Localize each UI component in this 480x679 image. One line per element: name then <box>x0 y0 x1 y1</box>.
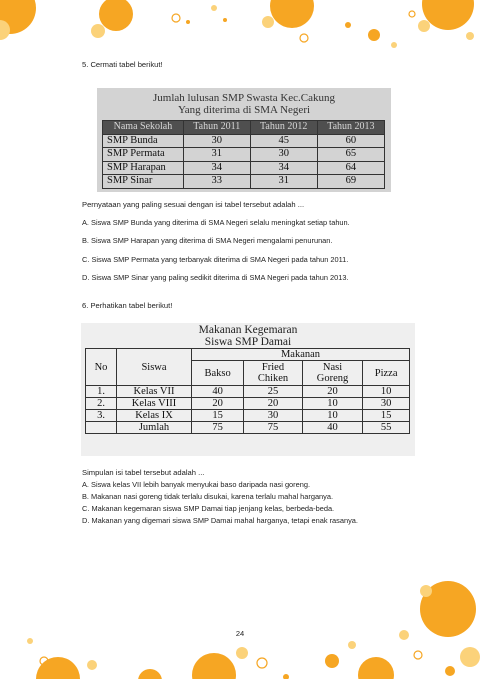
row-number: 1. <box>86 386 117 398</box>
school-name-cell: SMP Sinar <box>103 175 184 189</box>
food-header-bakso: Bakso <box>192 361 244 386</box>
total-cell: 75 <box>192 422 244 434</box>
question-6-text: Simpulan isi tabel tersebut adalah ... <box>82 468 205 477</box>
value-cell: 30 <box>244 410 303 422</box>
value-cell: 30 <box>183 134 250 148</box>
value-cell: 30 <box>250 148 317 162</box>
table-row <box>103 175 385 189</box>
table-1-header: Tahun 2012 <box>250 121 317 135</box>
value-cell: 60 <box>317 134 384 148</box>
value-cell: 10 <box>302 410 362 422</box>
value-cell: 20 <box>244 398 303 410</box>
option-b: B. Makanan nasi goreng tidak terlalu disukai, karena terlalu mahal harganya. <box>82 492 334 501</box>
table-1-caption-line-1: Jumlah lulusan SMP Swasta Kec.Cakung <box>153 92 335 104</box>
school-graduates-table <box>97 88 391 192</box>
value-cell: 45 <box>250 134 317 148</box>
total-cell: 55 <box>363 422 410 434</box>
value-cell: 33 <box>183 175 250 189</box>
value-cell: 15 <box>192 410 244 422</box>
value-cell: 10 <box>363 386 410 398</box>
table-row <box>86 398 410 410</box>
option-a: A. Siswa SMP Bunda yang diterima di SMA Negeri selalu meningkat setiap tahun. <box>82 218 350 227</box>
table-1-caption-line-2: Yang diterima di SMA Negeri <box>177 104 311 116</box>
empty-cell <box>86 422 117 434</box>
value-cell: 25 <box>244 386 303 398</box>
value-cell: 34 <box>250 161 317 175</box>
total-label: Jumlah <box>117 422 192 434</box>
row-number: 3. <box>86 410 117 422</box>
group-header-makanan: Makanan <box>192 349 410 361</box>
page-number: 24 <box>235 629 245 638</box>
value-cell: 20 <box>302 386 362 398</box>
table-1-header: Tahun 2011 <box>183 121 250 135</box>
table-row <box>86 410 410 422</box>
class-name-cell: Kelas VII <box>117 386 192 398</box>
table-row <box>103 161 385 175</box>
value-cell: 20 <box>192 398 244 410</box>
food-header-pizza: Pizza <box>363 361 410 386</box>
value-cell: 64 <box>317 161 384 175</box>
value-cell: 34 <box>183 161 250 175</box>
value-cell: 30 <box>363 398 410 410</box>
column-header-siswa: Siswa <box>117 349 192 386</box>
option-a: A. Siswa kelas VII lebih banyak menyukai baso daripada nasi goreng. <box>82 480 311 489</box>
column-header-no: No <box>86 349 117 386</box>
school-name-cell: SMP Bunda <box>103 134 184 148</box>
school-name-cell: SMP Permata <box>103 148 184 162</box>
option-c: C. Siswa SMP Permata yang terbanyak diterima di SMA Negeri pada tahun 2011. <box>82 255 349 264</box>
top-bubble-decoration <box>0 0 480 60</box>
value-cell: 31 <box>183 148 250 162</box>
food-header-fried-chiken: Fried Chiken <box>244 361 303 386</box>
total-cell: 75 <box>244 422 303 434</box>
food-header-nasi-goreng: Nasi Goreng <box>302 361 362 386</box>
total-cell: 40 <box>302 422 362 434</box>
value-cell: 31 <box>250 175 317 189</box>
table-2-caption-line-1: Makanan Kegemaran <box>198 324 298 336</box>
row-number: 2. <box>86 398 117 410</box>
question-5-prompt: 5. Cermati tabel berikut! <box>82 60 163 69</box>
class-name-cell: Kelas VIII <box>117 398 192 410</box>
value-cell: 15 <box>363 410 410 422</box>
question-5-text: Pernyataan yang paling sesuai dengan isi tabel tersebut adalah ... <box>82 200 305 209</box>
table-row <box>86 386 410 398</box>
favorite-food-table <box>81 323 415 456</box>
table-2-caption-line-2: Siswa SMP Damai <box>204 336 292 348</box>
school-name-cell: SMP Harapan <box>103 161 184 175</box>
value-cell: 10 <box>302 398 362 410</box>
table-1-header: Tahun 2013 <box>317 121 384 135</box>
option-d: D. Makanan yang digemari siswa SMP Damai mahal harganya, tetapi enak rasanya. <box>82 516 358 525</box>
table-row <box>103 134 385 148</box>
option-b: B. Siswa SMP Harapan yang diterima di SMA Negeri mengalami penurunan. <box>82 236 333 245</box>
table-row <box>103 148 385 162</box>
value-cell: 40 <box>192 386 244 398</box>
class-name-cell: Kelas IX <box>117 410 192 422</box>
total-row <box>86 422 410 434</box>
value-cell: 65 <box>317 148 384 162</box>
option-d: D. Siswa SMP Sinar yang paling sedikit diterima di SMA Negeri pada tahun 2013. <box>82 273 349 282</box>
question-6-prompt: 6. Perhatikan tabel berikut! <box>82 301 173 310</box>
table-1-header: Nama Sekolah <box>103 121 184 135</box>
value-cell: 69 <box>317 175 384 189</box>
option-c: C. Makanan kegemaran siswa SMP Damai tiap jenjang kelas, berbeda-beda. <box>82 504 335 513</box>
